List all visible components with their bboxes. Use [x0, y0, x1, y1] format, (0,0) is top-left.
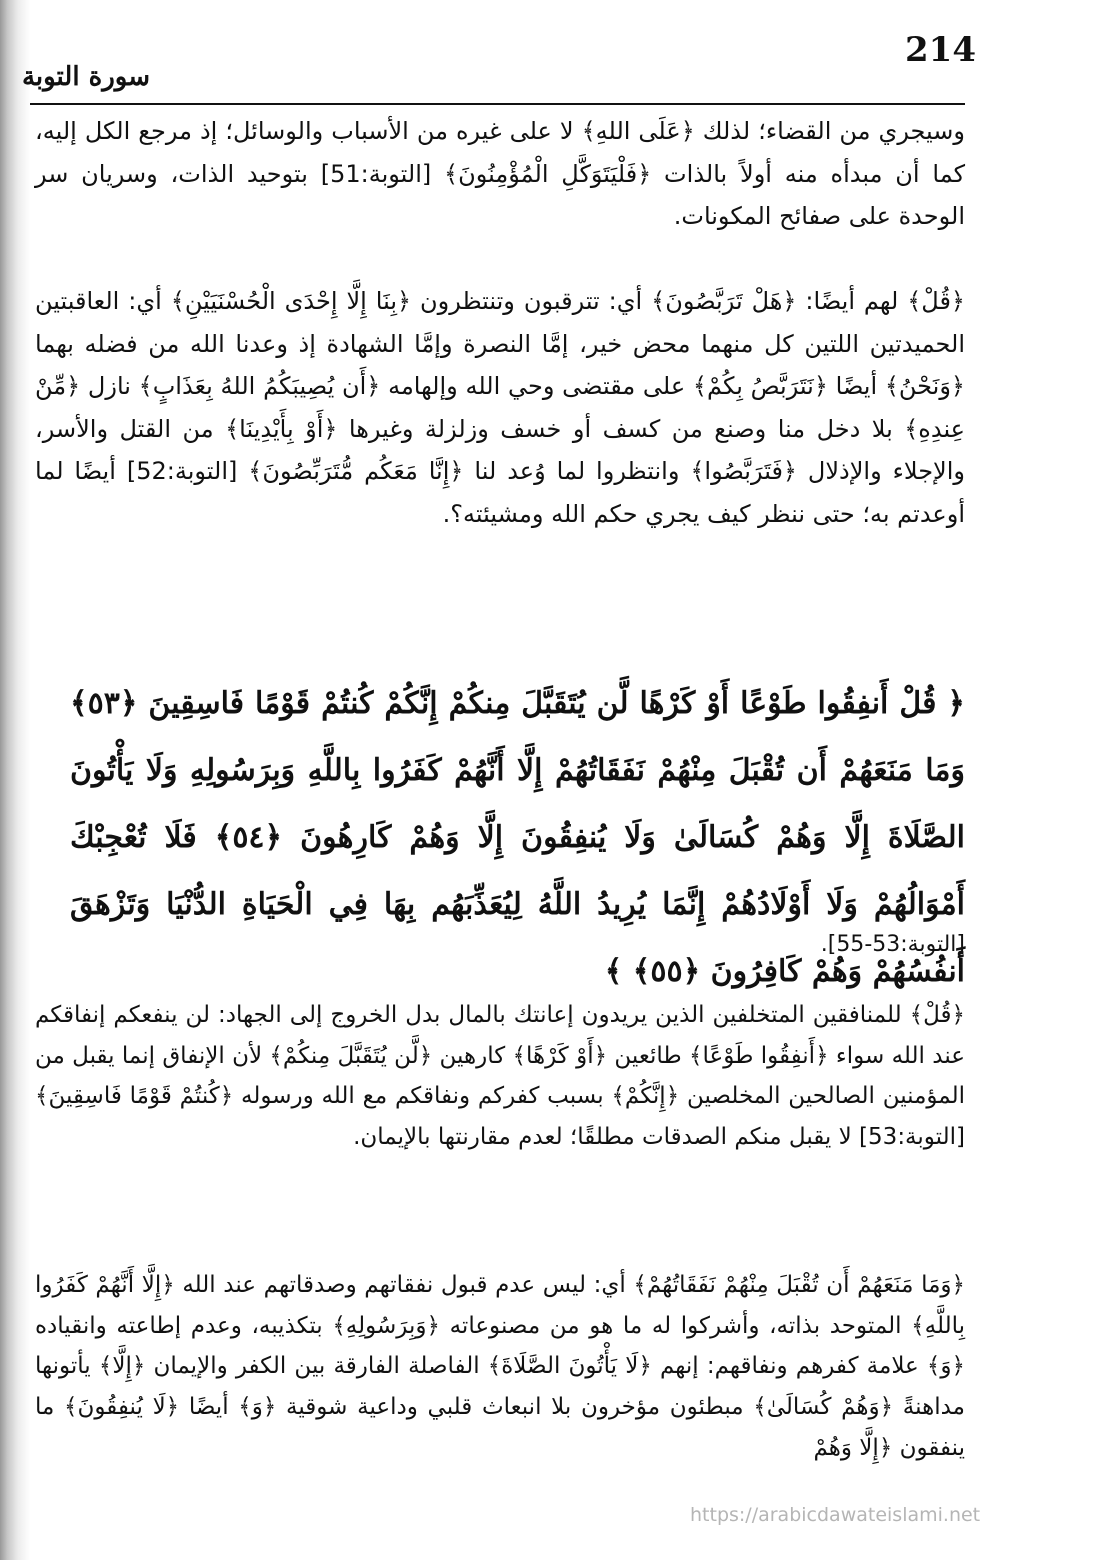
surah-title: سورة التوبة — [21, 62, 150, 92]
page-number: 214 — [905, 30, 976, 70]
page-edge-shadow — [0, 0, 30, 1560]
commentary-paragraph-1: ﴿قُلْ﴾ للمنافقين المتخلفين الذين يريدون إعانتك بالمال بدل الخروج إلى الجهاد: لن ينفعكم إنفاقكم عند الله سواء ﴿أَنفِقُوا طَوْعًا﴾ طائعين ﴿أَوْ كَرْهًا﴾ كارهين ﴿لَّن يُتَقَبَّلَ مِنكُمْ﴾ لأن الإنفاق إنما يقبل من المؤمنين الصالحين المخلصين ﴿إِنَّكُمْ﴾ بسبب كفركم ونفاقكم مع الله ورسوله ﴿كُنتُمْ قَوْمًا فَاسِقِينَ﴾ [التوبة:53] لا يقبل منكم الصدقات مطلقًا؛ لعدم مقارنتها بالإيمان. — [35, 1002, 965, 1151]
paragraph-tawakkul: وسيجري من القضاء؛ لذلك ﴿عَلَى اللهِ﴾ لا على غيره من الأسباب والوسائل؛ إذ مرجع الكل إليه، كما أن مبدأه منه أولاً بالذات ﴿فَلْيَتَوَكَّلِ الْمُؤْمِنُونَ﴾ [التوبة:51] بتوحيد الذات، وسريان سر الوحدة على صفائح المكونات. — [35, 117, 965, 230]
header-rule — [30, 103, 965, 105]
paragraph-tarabbusun: ﴿قُلْ﴾ لهم أيضًا: ﴿هَلْ تَرَبَّصُونَ﴾ أي: تترقبون وتنتظرون ﴿بِنَا إِلَّا إِحْدَى الْحُسْنَيَيْنِ﴾ أي: العاقبتين الحميدتين اللتين كل منهما محض خير، إمَّا النصرة وإمَّا الشهادة إذ وعدنا الله من فضله بهما ﴿وَنَحْنُ﴾ أيضًا ﴿نَتَرَبَّصُ بِكُمْ﴾ على مقتضى وحي الله وإلهامه ﴿أَن يُصِيبَكُمُ اللهُ بِعَذَابٍ﴾ نازل ﴿مِّنْ عِندِهِ﴾ بلا دخل منا وصنع من كسف أو خسف وزلزلة وغيرها ﴿أَوْ بِأَيْدِينَا﴾ من القتل والأسر، والإجلاء والإذلال ﴿فَتَرَبَّصُوا﴾ وانتظروا لما وُعد لنا ﴿إِنَّا مَعَكُم مُّتَرَبِّصُونَ﴾ [التوبة:52] أيضًا لما أوعدتم به؛ حتى ننظر كيف يجري حكم الله ومشيئته؟. — [35, 287, 966, 528]
watermark-url: https://arabicdawateislami.net — [690, 1504, 981, 1526]
quran-verse-block: ﴿ قُلْ أَنفِقُوا طَوْعًا أَوْ كَرْهًا لَّن يُتَقَبَّلَ مِنكُمْ إِنَّكُمْ كُنتُمْ قَوْمًا فَاسِقِينَ ﴿٥٣﴾ وَمَا مَنَعَهُمْ أَن تُقْبَلَ مِنْهُمْ نَفَقَاتُهُمْ إِلَّا أَنَّهُمْ كَفَرُوا بِاللَّهِ وَبِرَسُولِهِ وَلَا يَأْتُونَ الصَّلَاةَ إِلَّا وَهُمْ كُسَالَىٰ وَلَا يُنفِقُونَ إِلَّا وَهُمْ كَارِهُونَ ﴿٥٤﴾ فَلَا تُعْجِبْكَ أَمْوَالُهُمْ وَلَا أَوْلَادُهُمْ إِنَّمَا يُرِيدُ اللَّهُ لِيُعَذِّبَهُم بِهَا فِي الْحَيَاةِ الدُّنْيَا وَتَزْهَقَ أَنفُسُهُمْ وَهُمْ كَافِرُونَ ﴿٥٥﴾ ﴾ — [70, 686, 965, 989]
verse-reference: [التوبة:53-55]. — [820, 932, 965, 957]
commentary-paragraph-2: ﴿وَمَا مَنَعَهُمْ أَن تُقْبَلَ مِنْهُمْ نَفَقَاتُهُمْ﴾ أي: ليس عدم قبول نفقاتهم وصدقاتهم عند الله ﴿إِلَّا أَنَّهُمْ كَفَرُوا بِاللَّهِ﴾ المتوحد بذاته، وأشركوا له ما هو من مصنوعاته ﴿وَبِرَسُولِهِ﴾ بتكذيبه، وعدم إطاعته وانقياده ﴿وَ﴾ علامة كفرهم ونفاقهم: إنهم ﴿لَا يَأْتُونَ الصَّلَاةَ﴾ الفاصلة الفارقة بين الكفر والإيمان ﴿إِلَّا﴾ يأتونها مداهنةً ﴿وَهُمْ كُسَالَىٰ﴾ مبطئون مؤخرون بلا انبعاث قلبي وداعية شوقية ﴿وَ﴾ أيضًا ﴿لَا يُنفِقُونَ﴾ ما ينفقون ﴿إِلَّا وَهُمْ — [35, 1272, 965, 1461]
